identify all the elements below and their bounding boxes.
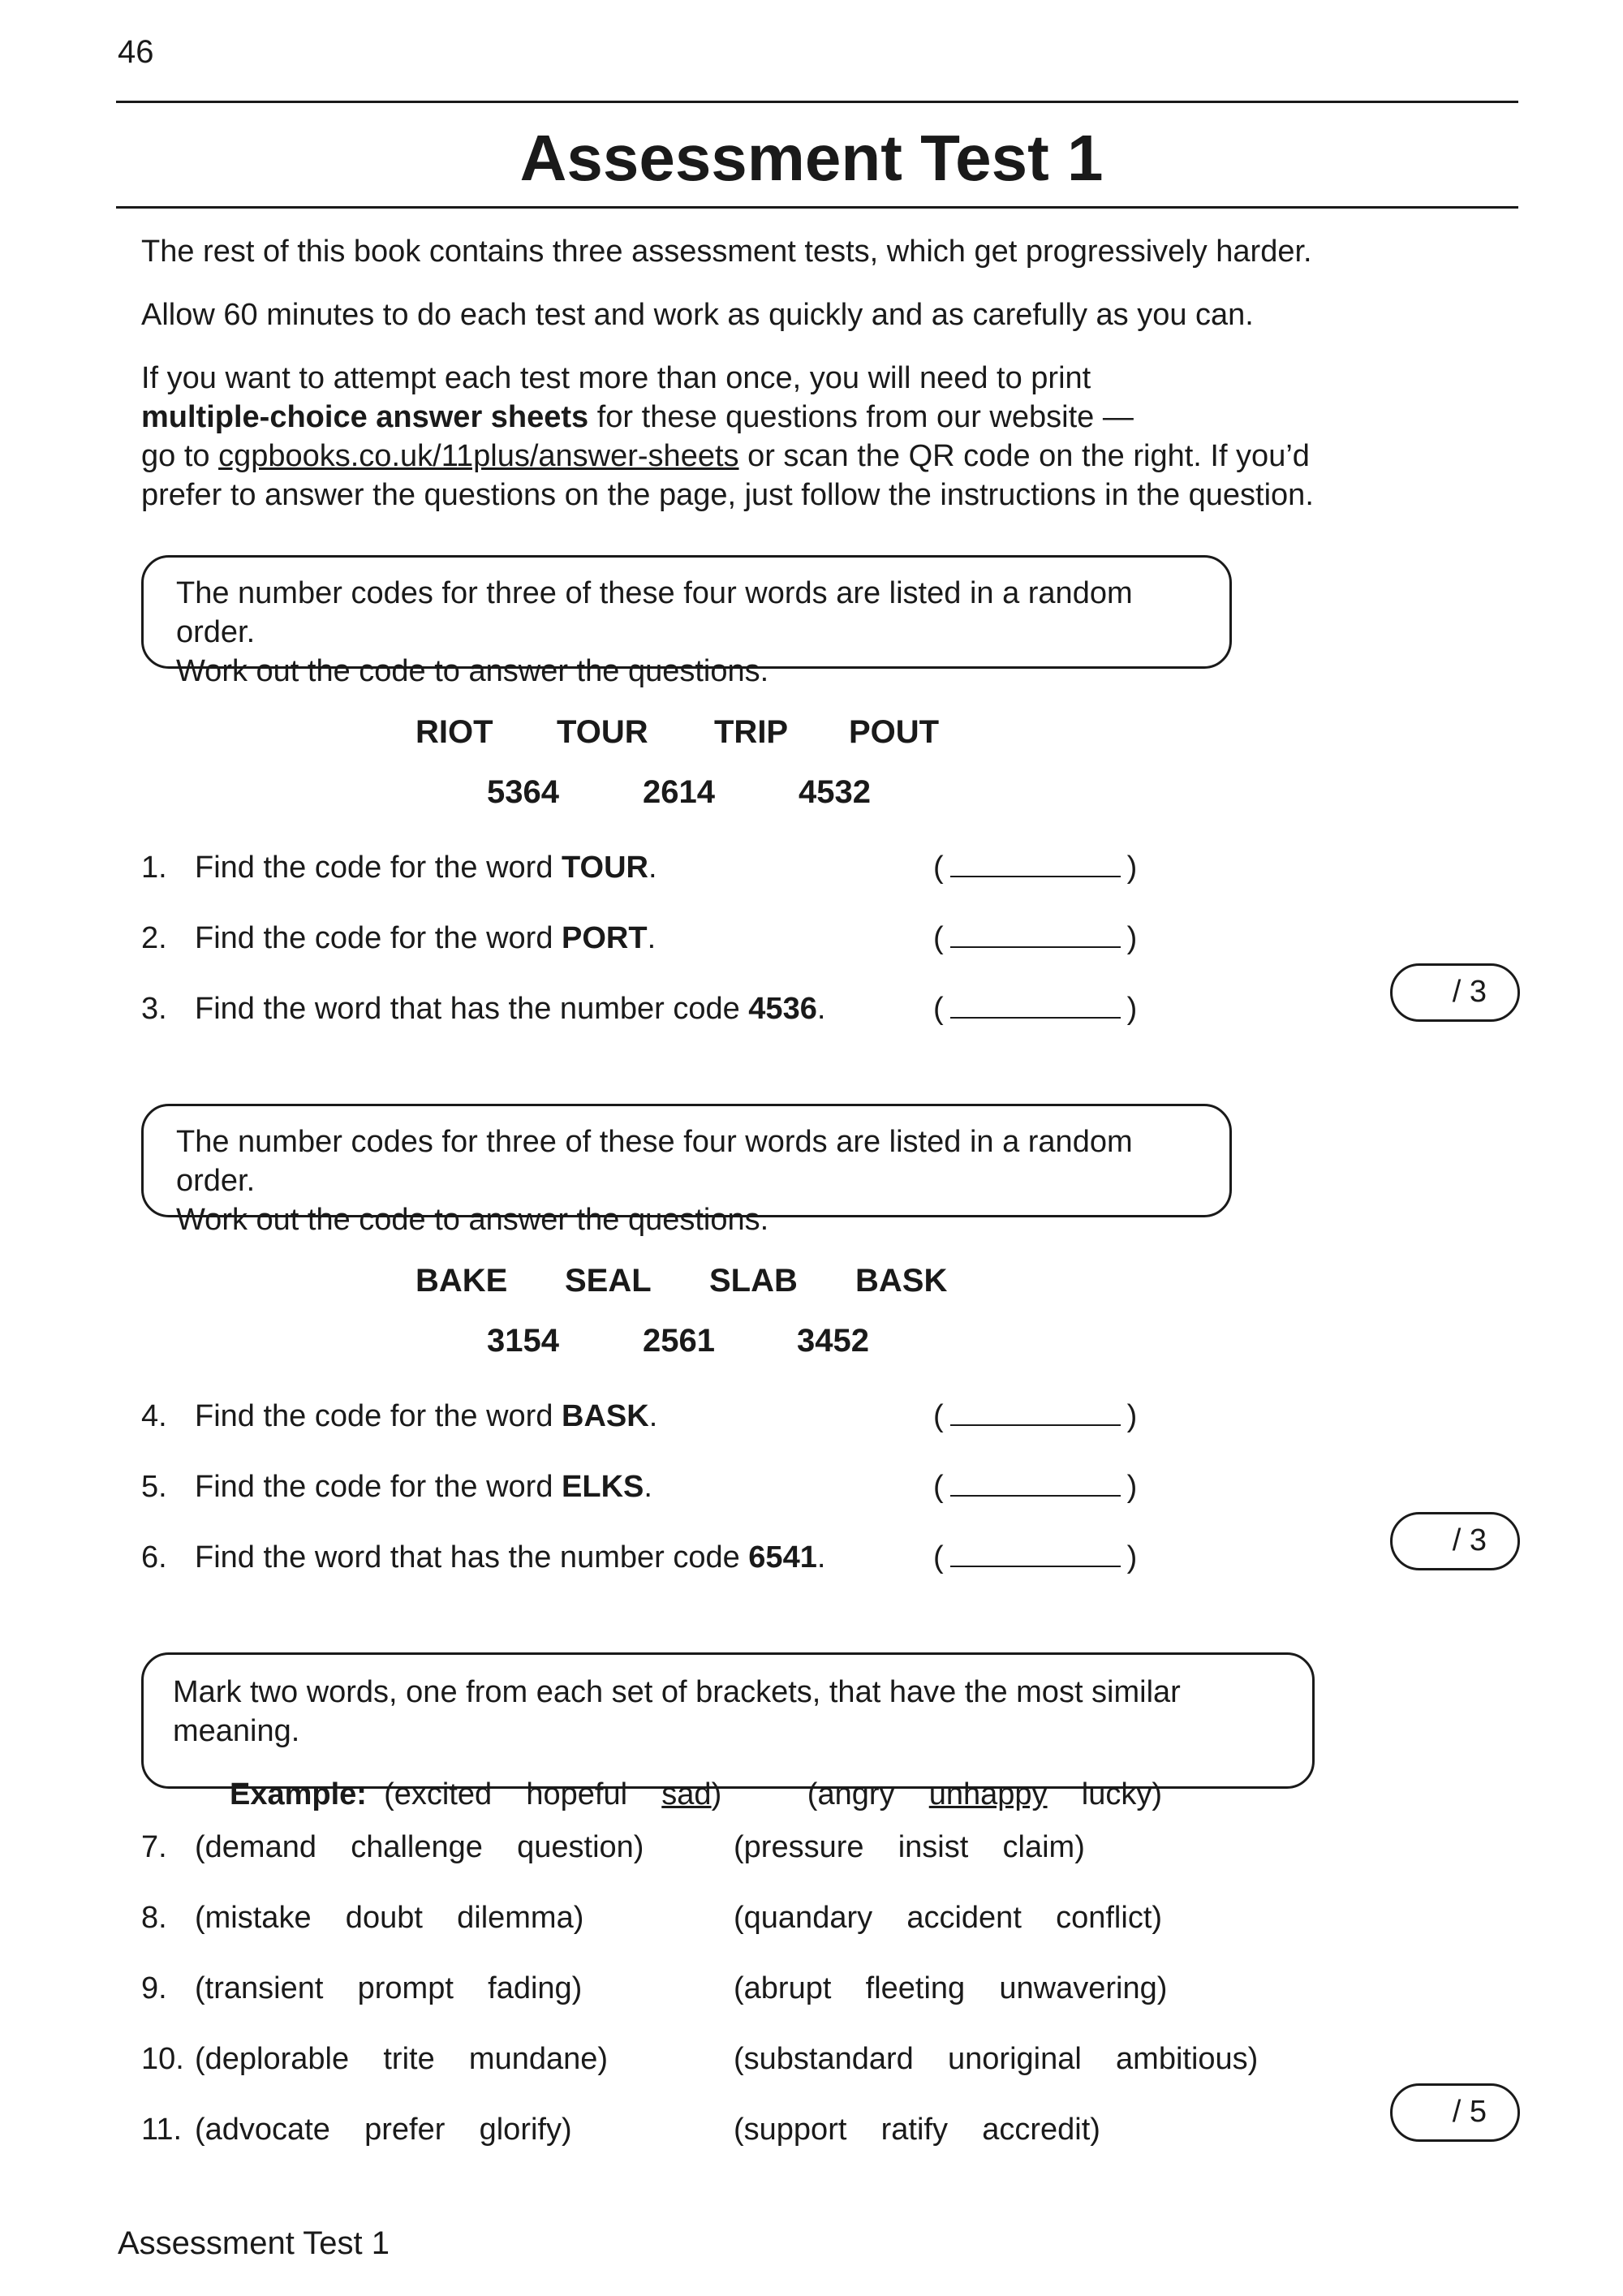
question-2: 2. Find the code for the word PORT. xyxy=(141,921,657,955)
question-7-right[interactable]: (pressure insist claim) xyxy=(734,1830,1085,1864)
code-1: 5364 xyxy=(487,774,559,810)
word-8: BASK xyxy=(855,1263,948,1299)
word-6: SEAL xyxy=(565,1263,652,1299)
answer-field-3[interactable]: ( ) xyxy=(933,992,1138,1026)
instruction-2-line2: Work out the code to answer the questions. xyxy=(176,1203,769,1237)
answer-sheets-link[interactable]: cgpbooks.co.uk/11plus/answer-sheets xyxy=(218,439,739,473)
word-3: TRIP xyxy=(714,714,789,750)
code-4: 3154 xyxy=(487,1323,559,1359)
intro-paragraph-2: Allow 60 minutes to do each test and work as quickly and as carefully as you can. xyxy=(141,298,1254,332)
answer-field-1[interactable]: ( ) xyxy=(933,851,1138,885)
question-11-right[interactable]: (support ratify accredit) xyxy=(734,2113,1100,2147)
question-4: 4. Find the code for the word BASK. xyxy=(141,1399,658,1433)
word-2: TOUR xyxy=(557,714,648,750)
score-box-2: / 3 xyxy=(1390,1512,1520,1570)
score-box-1: / 3 xyxy=(1390,963,1520,1022)
answer-field-2[interactable]: ( ) xyxy=(933,921,1138,955)
answer-field-5[interactable]: ( ) xyxy=(933,1470,1138,1504)
word-5: BAKE xyxy=(415,1263,508,1299)
word-1: RIOT xyxy=(415,714,493,750)
intro-p3-line3: go to cgpbooks.co.uk/11plus/answer-sheets or scan the QR code on the right. If you’d xyxy=(141,439,1310,473)
answer-line-3[interactable] xyxy=(950,993,1121,1019)
question-3: 3. Find the word that has the number code 4536. xyxy=(141,992,826,1026)
page-title: Assessment Test 1 xyxy=(519,122,1104,194)
title-rule xyxy=(116,206,1518,209)
example-line: Example: (excited hopeful sad) (angry unhappy lucky) xyxy=(230,1777,1163,1811)
question-7: 7. (demand challenge question) xyxy=(141,1830,644,1864)
intro-p3-line2: multiple-choice answer sheets for these questions from our website — xyxy=(141,400,1134,434)
answer-line-5[interactable] xyxy=(950,1471,1121,1497)
instruction-3-text: Mark two words, one from each set of brackets, that have the most similar meaning. xyxy=(173,1675,1181,1748)
top-rule xyxy=(116,101,1518,103)
page-number: 46 xyxy=(118,34,154,70)
answer-line-4[interactable] xyxy=(950,1400,1121,1426)
question-5: 5. Find the code for the word ELKS. xyxy=(141,1470,652,1504)
question-11: 11. (advocate prefer glorify) xyxy=(141,2113,572,2147)
instruction-box-3 xyxy=(141,1652,1315,1811)
instruction-2-line1: The number codes for three of these four words are listed in a random order. xyxy=(176,1125,1133,1198)
answer-line-6[interactable] xyxy=(950,1541,1121,1567)
answer-line-2[interactable] xyxy=(950,922,1121,948)
footer-title: Assessment Test 1 xyxy=(118,2225,390,2261)
intro-p3-line4: prefer to answer the questions on the page, just follow the instructions in the question. xyxy=(141,478,1314,512)
question-10-right[interactable]: (substandard unoriginal ambitious) xyxy=(734,2042,1259,2076)
instruction-box-2 xyxy=(141,1104,1232,1237)
question-8-right[interactable]: (quandary accident conflict) xyxy=(734,1901,1163,1935)
question-9-right[interactable]: (abrupt fleeting unwavering) xyxy=(734,1971,1168,2005)
word-7: SLAB xyxy=(709,1263,798,1299)
instruction-1-line1: The number codes for three of these four words are listed in a random order. xyxy=(176,576,1133,649)
word-4: POUT xyxy=(849,714,940,750)
instruction-1-line2: Work out the code to answer the questions. xyxy=(176,654,769,688)
answer-field-6[interactable]: ( ) xyxy=(933,1540,1138,1574)
intro-p3-line1: If you want to attempt each test more than once, you will need to print xyxy=(141,361,1091,395)
question-10: 10. (deplorable trite mundane) xyxy=(141,2042,609,2076)
score-box-3: / 5 xyxy=(1390,2083,1520,2142)
intro-paragraph-3 xyxy=(141,359,1407,515)
answer-sheets-bold: multiple-choice answer sheets xyxy=(141,400,589,434)
code-2: 2614 xyxy=(643,774,715,810)
instruction-box-1 xyxy=(141,555,1232,688)
question-8: 8. (mistake doubt dilemma) xyxy=(141,1901,584,1935)
question-9: 9. (transient prompt fading) xyxy=(141,1971,583,2005)
code-5: 2561 xyxy=(643,1323,715,1359)
question-1: 1. Find the code for the word TOUR. xyxy=(141,851,657,885)
code-3: 4532 xyxy=(799,774,871,810)
answer-field-4[interactable]: ( ) xyxy=(933,1399,1138,1433)
question-6: 6. Find the word that has the number code 6541. xyxy=(141,1540,826,1574)
intro-paragraph-1: The rest of this book contains three assessment tests, which get progressively harder. xyxy=(141,235,1312,269)
answer-line-1[interactable] xyxy=(950,851,1121,877)
code-6: 3452 xyxy=(797,1323,869,1359)
